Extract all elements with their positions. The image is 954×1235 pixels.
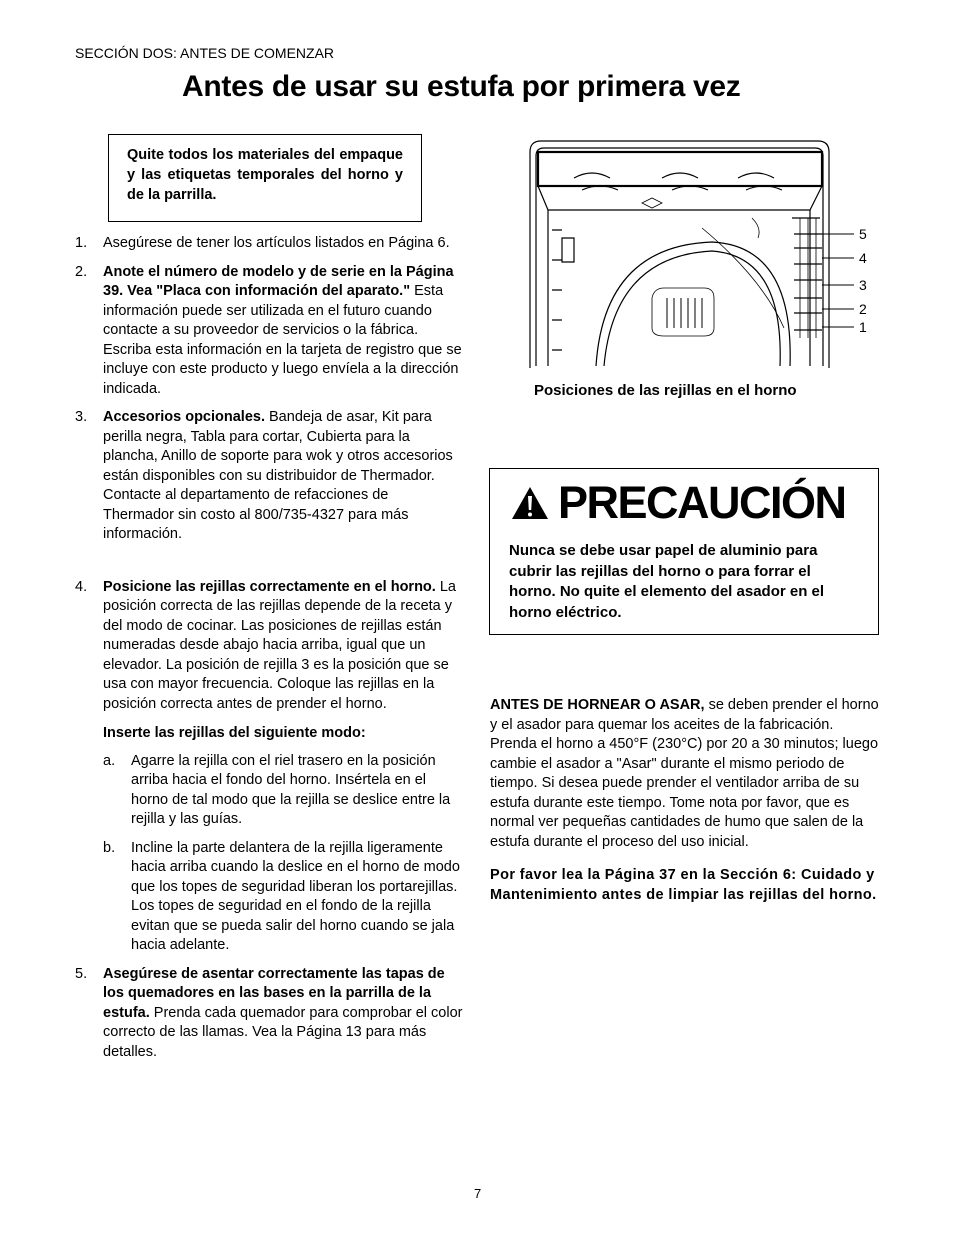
instructions-column (75, 234, 463, 1071)
figure-caption: Posiciones de las rejillas en el horno (534, 382, 797, 399)
item-bold: Accesorios opcionales. (103, 409, 265, 425)
caution-title: PRECAUCIÓN (558, 477, 846, 528)
rack-number-label: 5 (859, 226, 867, 242)
caution-text: Nunca se debe usar papel de aluminio para cubrir las rejillas del horno o para forrar el horno. No quite el elemento del asador en el horno eléctrico. (509, 542, 825, 621)
sub-item-text: Agarre la rejilla con el riel trasero en la posición arriba hacia el fondo del horno. Insértela en el horno de tal modo que la rejilla se deslice entre la rejilla y las guías. (131, 752, 451, 827)
caution-box (489, 468, 879, 635)
list-item (75, 578, 463, 715)
sub-list-item (75, 839, 463, 956)
item-text: Prenda cada quemador para comprobar el color correcto de las llamas. Vea la Página 13 para más detalles. (103, 1004, 463, 1060)
notice-box: Quite todos los materiales del empaque y las etiquetas temporales del horno y de la parrilla. (108, 134, 422, 222)
list-item (75, 408, 463, 545)
sub-item-letter: a. (103, 752, 116, 769)
before-text: se deben prender el horno y el asador para quemar los aceites de la fabricación. Prenda el horno a 450°F (230°C) por 20 a 30 minutos; luego cambie el asador a "Asar" durante el mismo periodo de tiempo. Si desea puede prender el ventilador arriba de su estufa durante este tiempo. Tome nota por favor, que es normal ver pequeñas cantidades de humo que salen de la estufa durante el proceso del uso inicial. (490, 697, 879, 850)
section-label: SECCIÓN DOS: ANTES DE COMENZAR (75, 45, 335, 61)
caution-header (510, 477, 846, 529)
rack-number-label: 3 (859, 277, 867, 293)
item-number: 3. (75, 409, 88, 425)
before-bold: ANTES DE HORNEAR O ASAR, (490, 697, 705, 713)
item-text: La posición correcta de las rejillas depende de la receta y del modo de cocinar. Las posiciones de rejillas están numeradas desde abajo hacia arriba, igual que un elevador. La posición de rejilla 3 es la posición que se usa con mayor frecuencia. Coloque las rejillas en la posición correcta antes de prender el horno. (103, 578, 456, 712)
item-number: 4. (75, 578, 88, 595)
item-number: 2. (75, 263, 88, 280)
warning-icon (510, 485, 550, 521)
item-text: Bandeja de asar, Kit para perilla negra, Tabla para cortar, Cubierta para la plancha, Anillo de soporte para wok y otros accesorios están disponibles con su distribuidor de Thermador. Contacte al departamento de refacciones de Thermador sin costo al 800/735-4327 para más información. (103, 409, 453, 542)
rack-number-label: 2 (859, 301, 867, 317)
item-number: 5. (75, 965, 88, 982)
item-bold: Posicione las rejillas correctamente en el horno. (103, 578, 436, 595)
rack-number-label: 1 (859, 319, 867, 335)
list-item (75, 263, 463, 400)
list-item (75, 234, 463, 254)
item-text: Asegúrese de tener los artículos listados en Página 6. (103, 235, 450, 251)
item-bold: Anote el número de modelo y de serie en la Página 39. Vea "Placa con información del aparato." (103, 263, 454, 299)
list-item (75, 965, 463, 1063)
item-text: Esta información puede ser utilizada en el futuro cuando contacte a su proveedor de servicios o la fábrica. Escriba esta información en la tarjeta de registro que se incluye con este producto y luego envíela a la dirección indicada. (103, 283, 462, 397)
read-note: Por favor lea la Página 37 en la Sección 6: Cuidado y Mantenimiento antes de limpiar las rejillas del horno. (490, 867, 877, 903)
before-use-section (490, 696, 880, 919)
oven-rack-diagram (522, 138, 882, 370)
page-title: Antes de usar su estufa por primera vez (182, 70, 741, 103)
sub-item-text: Incline la parte delantera de la rejilla ligeramente hacia arriba cuando la deslice en el horno de modo que los topes de seguridad liberan los portarejillas. Los topes de seguridad en el fondo de la rejilla evitan que se pueda salir del horno cuando se jala hacia adelante. (131, 839, 460, 953)
sub-item-letter: b. (103, 839, 116, 856)
insert-heading: Inserte las rejillas del siguiente modo: (103, 725, 366, 741)
item-number: 1. (75, 235, 88, 251)
page-number: 7 (474, 1186, 482, 1201)
sub-list-item (75, 752, 463, 830)
item-bold: Asegúrese de asentar correctamente las tapas de los quemadores en las bases en la parrilla de la estufa. (103, 965, 445, 1021)
rack-number-label: 4 (859, 250, 867, 266)
